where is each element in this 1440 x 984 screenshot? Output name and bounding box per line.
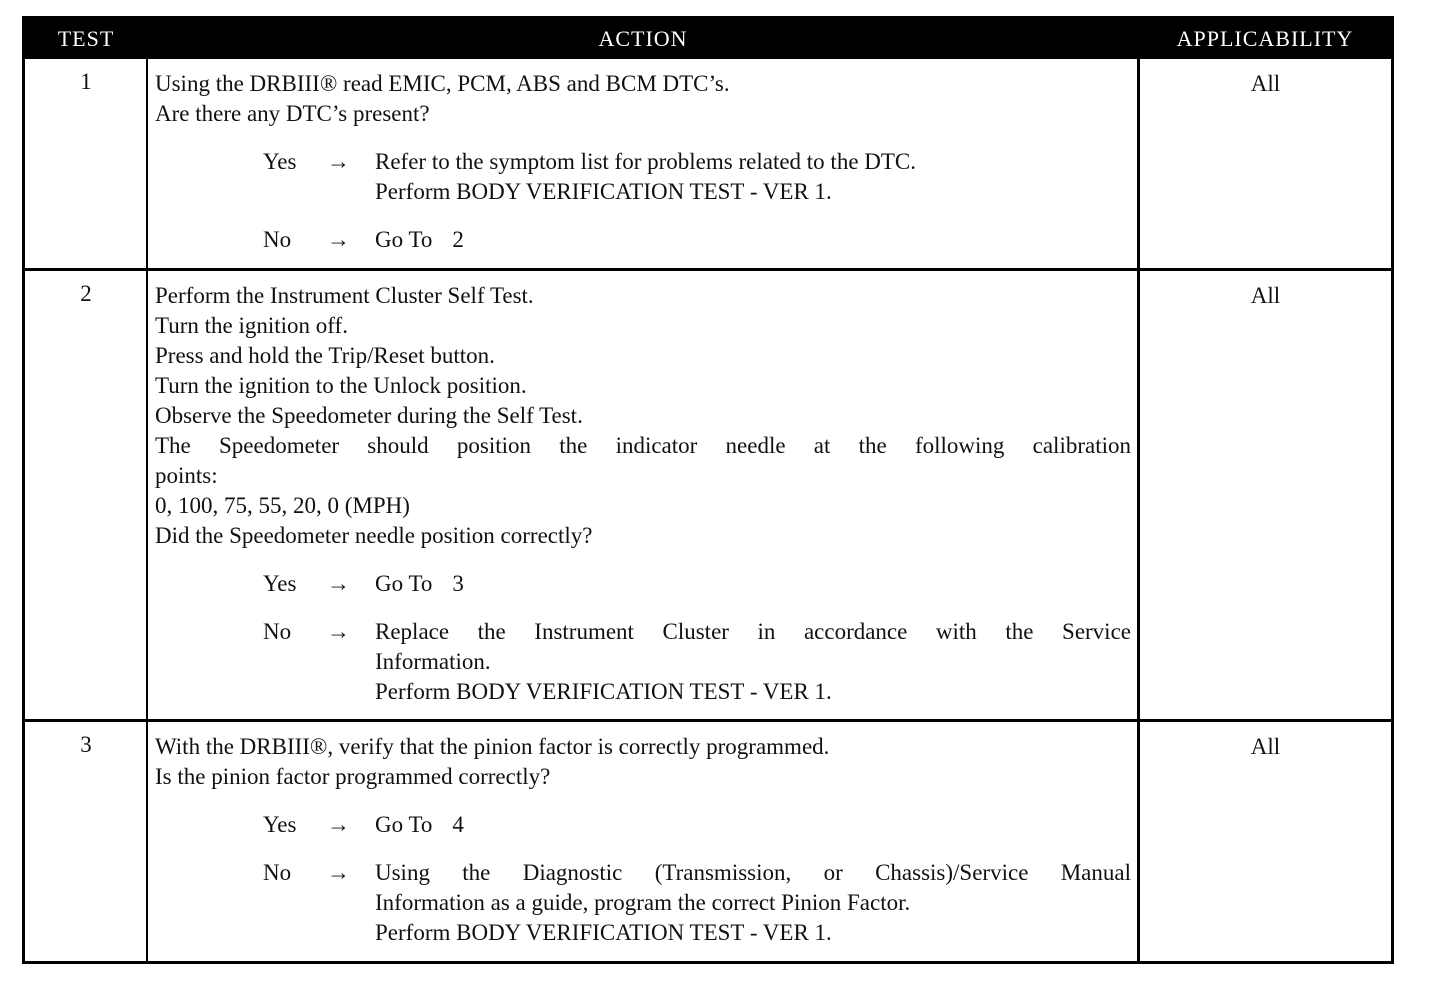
- yes-response: [263, 147, 1131, 207]
- instruction-line: Information.: [375, 649, 491, 674]
- action-line: The Speedometer should position the indicator needle at the following calibration: [155, 433, 1131, 458]
- action-line: 0, 100, 75, 55, 20, 0 (MPH): [155, 493, 410, 518]
- table-row-test-2: [25, 271, 1391, 722]
- no-response: [263, 225, 1131, 255]
- no-instructions: [375, 858, 1131, 948]
- table-row-test-1: [25, 59, 1391, 271]
- action-line: With the DRBIII®, verify that the pinion factor is correctly programmed.: [155, 734, 830, 759]
- header-applicability: APPLICABILITY: [1176, 26, 1354, 51]
- applicability-cell: All: [1250, 71, 1281, 96]
- no-response: [263, 617, 1131, 707]
- yes-instructions: [375, 810, 1131, 840]
- test-number: 1: [80, 69, 92, 94]
- no-label: No: [263, 860, 292, 885]
- action-line: Press and hold the Trip/Reset button.: [155, 343, 495, 368]
- action-question: Are there any DTC’s present?: [155, 101, 430, 126]
- arrow-icon: →: [327, 149, 350, 174]
- action-question: Is the pinion factor programmed correctly?: [155, 764, 551, 789]
- applicability-cell: All: [1250, 283, 1281, 308]
- instruction-line: Using the Diagnostic (Transmission, or Chassis)/Service Manual: [375, 860, 1131, 885]
- arrow-icon: →: [327, 619, 350, 644]
- no-instructions: [375, 617, 1131, 707]
- yes-response: [263, 810, 1131, 840]
- instruction-line: Information as a guide, program the correct Pinion Factor.: [375, 890, 911, 915]
- arrow-icon: →: [327, 812, 350, 837]
- yes-label: Yes: [263, 571, 297, 596]
- action-question: Did the Speedometer needle position correctly?: [155, 523, 593, 548]
- action-line: Observe the Speedometer during the Self Test.: [155, 403, 583, 428]
- header-test: TEST: [57, 26, 115, 51]
- action-cell: [155, 732, 1131, 948]
- goto-number: 2: [452, 227, 464, 252]
- action-line: Using the DRBIII® read EMIC, PCM, ABS and BCM DTC’s.: [155, 71, 730, 96]
- yes-response: [263, 569, 1131, 599]
- table-header: [25, 19, 1391, 59]
- arrow-icon: →: [327, 860, 350, 885]
- action-cell: [155, 281, 1131, 707]
- goto-number: 4: [452, 812, 464, 837]
- arrow-icon: →: [327, 571, 350, 596]
- action-line: Turn the ignition off.: [155, 313, 348, 338]
- yes-label: Yes: [263, 812, 297, 837]
- instruction-line: Perform BODY VERIFICATION TEST - VER 1.: [375, 679, 832, 704]
- instruction-line: Refer to the symptom list for problems related to the DTC.: [375, 149, 917, 174]
- action-line: points:: [155, 463, 218, 488]
- goto-number: 3: [452, 571, 464, 596]
- no-label: No: [263, 619, 292, 644]
- arrow-icon: →: [327, 227, 350, 252]
- table-row-test-3: [25, 722, 1391, 961]
- instruction-line: Perform BODY VERIFICATION TEST - VER 1.: [375, 920, 832, 945]
- diagnostic-test-table: [22, 16, 1394, 964]
- header-action: ACTION: [598, 26, 688, 51]
- test-number: 2: [80, 281, 92, 306]
- goto-label: Go To: [375, 227, 433, 252]
- instruction-line: Replace the Instrument Cluster in accordance with the Service: [375, 619, 1131, 644]
- test-number: 3: [80, 732, 92, 757]
- action-line: Perform the Instrument Cluster Self Test.: [155, 283, 534, 308]
- applicability-cell: All: [1250, 734, 1281, 759]
- action-cell: [155, 69, 1131, 255]
- instruction-line: Perform BODY VERIFICATION TEST - VER 1.: [375, 179, 832, 204]
- yes-instructions: [375, 147, 1131, 207]
- action-line: Turn the ignition to the Unlock position.: [155, 373, 527, 398]
- no-instructions: [375, 225, 1131, 255]
- goto-label: Go To: [375, 812, 433, 837]
- goto-label: Go To: [375, 571, 433, 596]
- yes-instructions: [375, 569, 1131, 599]
- yes-label: Yes: [263, 149, 297, 174]
- no-response: [263, 858, 1131, 948]
- no-label: No: [263, 227, 292, 252]
